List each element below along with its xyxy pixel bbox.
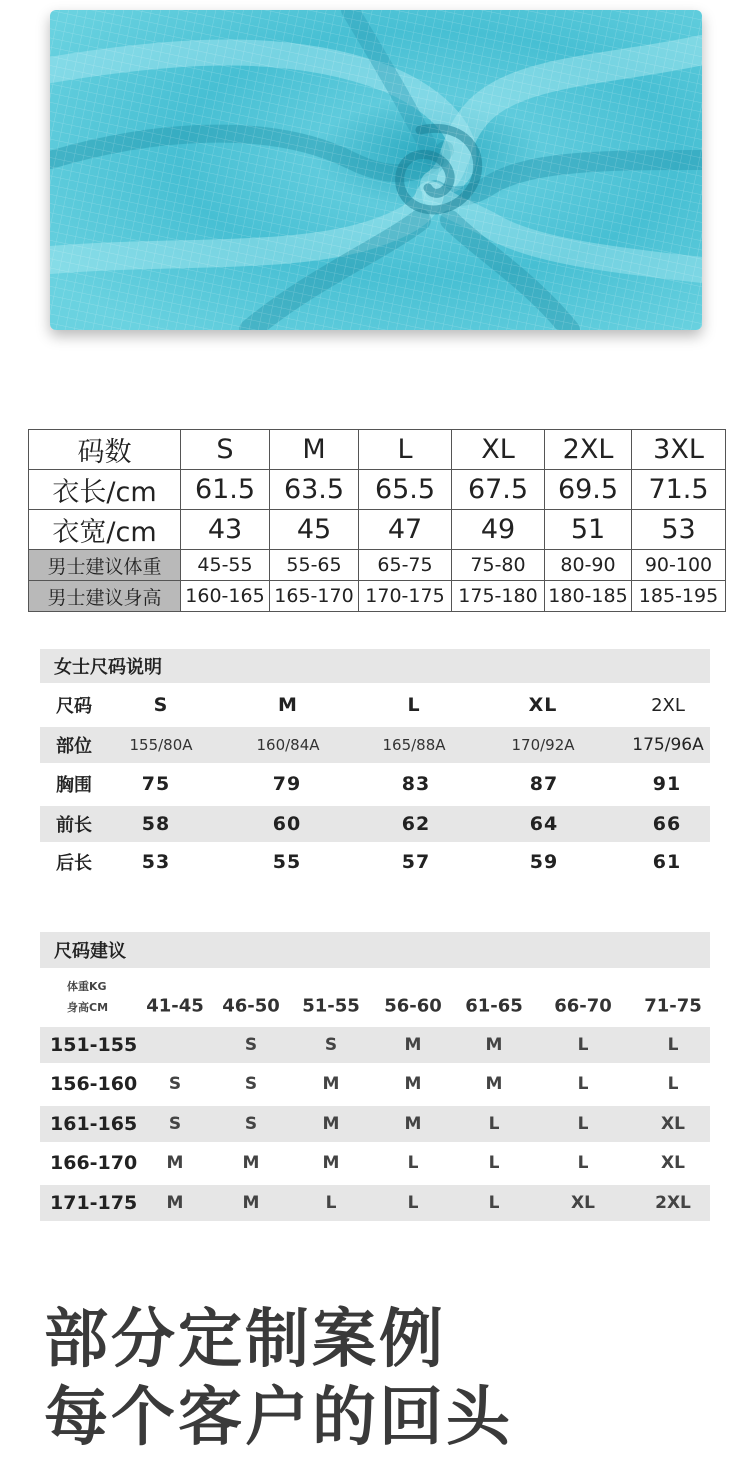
men-cell: 63.5 [270,470,359,510]
men-size-table [28,429,726,612]
recommend-cell: S [244,1074,258,1094]
men-header-row [29,430,726,470]
women-size-cell: M [278,694,298,716]
women-size-row [40,687,710,723]
recommend-cell: L [488,1193,500,1213]
men-row-weight [29,550,726,581]
men-cell: 165-170 [270,581,359,612]
women-part-label: 部位 [56,736,92,757]
women-cell: 61 [652,851,682,873]
height-row-label: 166-170 [50,1152,138,1174]
men-cell: 170-175 [359,581,452,612]
weight-header-cell: 71-75 [644,995,702,1017]
men-row-label: 衣长/cm [29,470,181,510]
recommend-weight-header-row [40,988,710,1024]
recommend-cell: S [168,1074,182,1094]
men-header-cell: XL [452,430,545,470]
women-size-cell: XL [528,694,558,716]
women-part-row [40,727,710,763]
women-back-row [40,844,710,880]
recommend-cell: L [407,1153,419,1173]
women-size-cell: S [153,694,169,716]
women-row-label: 胸围 [56,775,92,796]
women-cell: 58 [141,813,171,835]
recommend-cell: M [242,1193,260,1213]
women-section-title: 女士尺码说明 [40,649,710,683]
women-part-cell: 170/92A [511,736,575,754]
men-header-cell: L [359,430,452,470]
fabric-photo [50,10,702,330]
women-cell: 59 [529,851,559,873]
men-cell: 90-100 [632,550,726,581]
women-part-cell: 165/88A [382,736,446,754]
recommend-cell: M [485,1074,503,1094]
men-cell: 53 [632,510,726,550]
recommend-cell: S [244,1035,258,1055]
women-part-cell: 155/80A [129,736,193,754]
recommend-cell: M [166,1153,184,1173]
recommend-cell: XL [571,1193,595,1213]
men-cell: 75-80 [452,550,545,581]
weight-header-cell: 66-70 [554,995,612,1017]
men-cell: 67.5 [452,470,545,510]
women-cell: 75 [141,773,171,795]
recommend-cell: 2XL [655,1193,691,1213]
men-cell: 43 [181,510,270,550]
women-cell: 64 [529,813,559,835]
recommend-cell: L [577,1153,589,1173]
women-front-row [40,806,710,842]
men-header-cell: M [270,430,359,470]
men-cell: 65.5 [359,470,452,510]
recommend-cell: M [322,1153,340,1173]
recommend-cell: L [667,1035,679,1055]
women-cell: 79 [272,773,302,795]
height-row-label: 156-160 [50,1073,138,1095]
men-cell: 65-75 [359,550,452,581]
men-row-length [29,470,726,510]
recommend-cell: L [325,1193,337,1213]
men-cell: 71.5 [632,470,726,510]
men-cell: 160-165 [181,581,270,612]
women-cell: 55 [272,851,302,873]
women-cell: 83 [401,773,431,795]
men-cell: 69.5 [545,470,632,510]
men-row-label: 衣宽/cm [29,510,181,550]
recommend-cell: S [244,1114,258,1134]
men-cell: 61.5 [181,470,270,510]
recommend-cell: M [485,1035,503,1055]
weight-header-cell: 46-50 [222,995,280,1017]
recommend-cell: M [322,1074,340,1094]
men-cell: 49 [452,510,545,550]
women-part-cell: 160/84A [256,736,320,754]
height-row-label: 171-175 [50,1192,138,1214]
men-cell: 55-65 [270,550,359,581]
women-cell: 91 [652,773,682,795]
women-size-cell: 2XL [651,694,685,716]
women-cell: 66 [652,813,682,835]
weight-header-cell: 41-45 [146,995,204,1017]
women-part-cell: 175/96A [632,735,704,755]
men-header-cell: 码数 [29,430,181,470]
recommend-cell: M [404,1074,422,1094]
weight-header-cell: 61-65 [465,995,523,1017]
recommend-cell: XL [661,1114,685,1134]
recommend-row [40,1066,710,1102]
recommend-cell: M [404,1035,422,1055]
men-header-cell: 3XL [632,430,726,470]
recommend-cell: M [322,1114,340,1134]
men-row-width [29,510,726,550]
height-axis-label: 身高CM [67,1001,109,1014]
fabric-swirl-image [50,10,702,330]
women-size-cell: L [407,694,421,716]
women-row-label: 前长 [56,815,92,836]
men-cell: 180-185 [545,581,632,612]
women-size-label: 尺码 [56,696,92,717]
women-cell: 62 [401,813,431,835]
women-chest-row [40,766,710,802]
recommend-cell: XL [661,1153,685,1173]
men-row-label: 男士建议体重 [29,550,181,581]
recommend-section-title: 尺码建议 [40,932,710,968]
recommend-cell: L [577,1035,589,1055]
recommend-row [40,1185,710,1221]
recommend-cell: L [577,1074,589,1094]
men-cell: 45-55 [181,550,270,581]
weight-header-cell: 51-55 [302,995,360,1017]
recommend-cell: L [488,1153,500,1173]
men-header-cell: S [181,430,270,470]
recommend-cell: M [166,1193,184,1213]
recommend-row [40,1106,710,1142]
women-row-label: 后长 [56,853,92,874]
recommend-cell: L [407,1193,419,1213]
recommend-cell: S [324,1035,338,1055]
women-cell: 57 [401,851,431,873]
slogan-line-1: 部分定制案例 [44,1303,446,1377]
men-row-height [29,581,726,612]
recommend-cell: L [667,1074,679,1094]
men-row-label: 男士建议身高 [29,581,181,612]
recommend-cell: M [242,1153,260,1173]
men-cell: 80-90 [545,550,632,581]
men-header-cell: 2XL [545,430,632,470]
men-cell: 175-180 [452,581,545,612]
women-cell: 53 [141,851,171,873]
weight-axis-label: 体重KG [67,980,107,993]
men-cell: 51 [545,510,632,550]
women-cell: 87 [529,773,559,795]
women-cell: 60 [272,813,302,835]
recommend-cell: L [577,1114,589,1134]
height-row-label: 151-155 [50,1034,138,1056]
recommend-cell: S [168,1114,182,1134]
men-cell: 45 [270,510,359,550]
recommend-row [40,1145,710,1181]
slogan-line-2: 每个客户的回头 [44,1381,513,1455]
height-row-label: 161-165 [50,1113,138,1135]
recommend-row [40,1027,710,1063]
men-cell: 185-195 [632,581,726,612]
men-cell: 47 [359,510,452,550]
recommend-cell: L [488,1114,500,1134]
recommend-cell: M [404,1114,422,1134]
weight-header-cell: 56-60 [384,995,442,1017]
